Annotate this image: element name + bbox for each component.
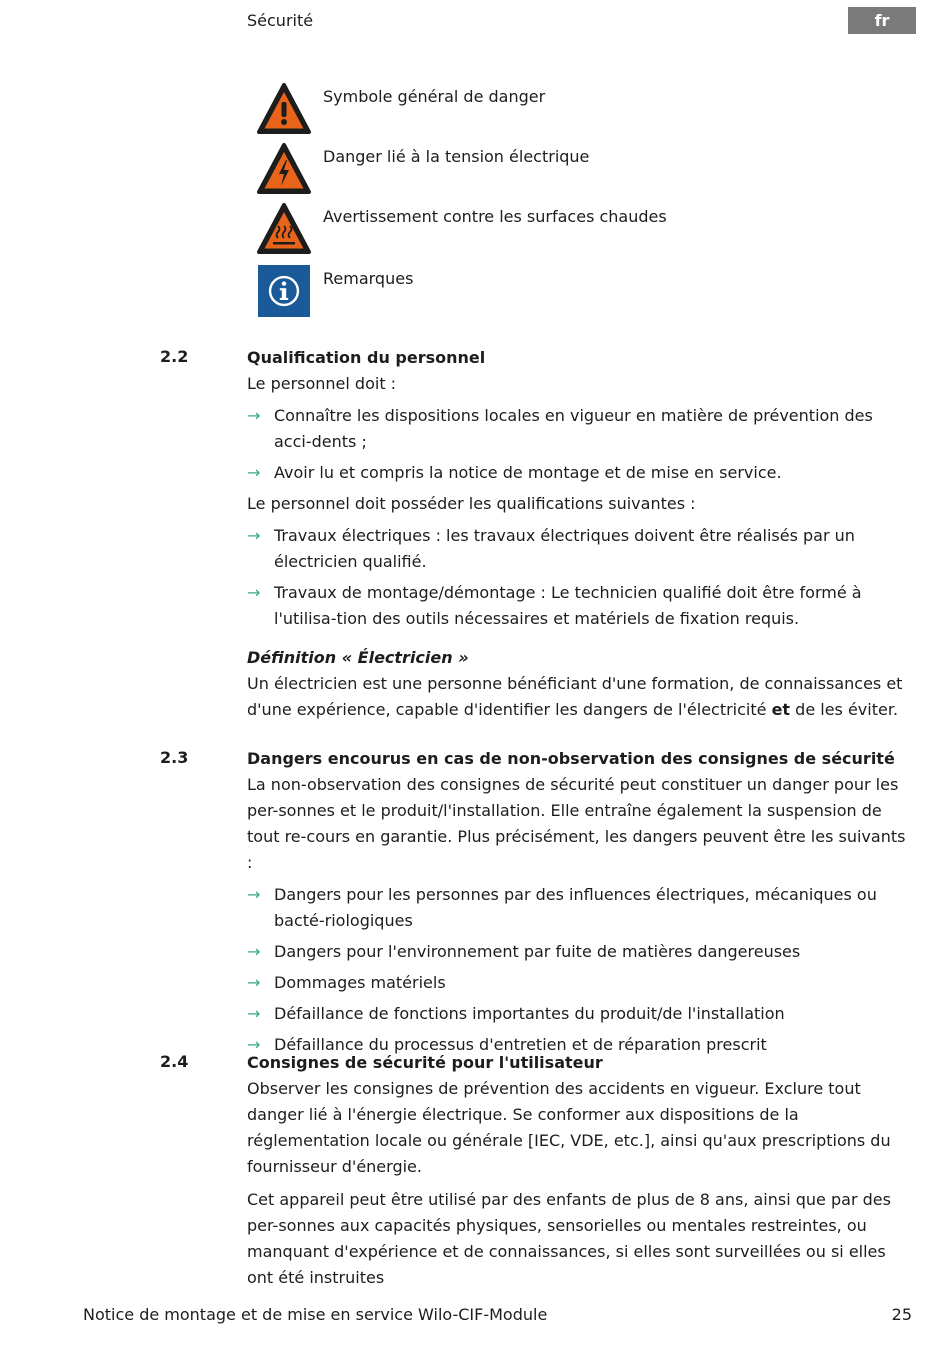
- hot-surface-icon: [256, 202, 312, 258]
- section-heading: Consignes de sécurité pour l'utilisateur: [247, 1053, 603, 1072]
- symbol-row-remarks: [256, 264, 916, 320]
- symbol-label: Remarques: [323, 269, 414, 288]
- section-dangers: [247, 746, 915, 1063]
- page-number: 25: [891, 1305, 912, 1324]
- symbol-row-general-danger: [256, 82, 916, 138]
- arrow-right-icon: →: [247, 406, 261, 425]
- arrow-right-icon: →: [247, 526, 261, 545]
- info-icon: [258, 264, 310, 318]
- warning-general-icon: [256, 82, 312, 138]
- paragraph: Observer les consignes de prévention des accidents en vigueur. Exclure tout danger lié à l'énergie électrique. Se conformer aux dispositions de la réglementation locale ou générale [IEC, VDE, etc.], ainsi qu'aux prescriptions du fournisseur d'énergie.: [247, 1079, 891, 1176]
- section-number: 2.2: [160, 347, 189, 366]
- language-badge: fr: [848, 7, 916, 34]
- arrow-right-icon: →: [247, 942, 261, 961]
- list-item: → Dangers pour l'environnement par fuite de matières dangereuses: [247, 939, 915, 965]
- arrow-right-icon: →: [247, 463, 261, 482]
- list-item: → Travaux électriques : les travaux électriques doivent être réalisés par un électricien qualifié.: [247, 523, 915, 575]
- list-item: → Défaillance de fonctions importantes du produit/de l'installation: [247, 1001, 915, 1027]
- list-item: → Travaux de montage/démontage : Le technicien qualifié doit être formé à l'utilisa-tion des outils nécessaires et matériels de fixation requis.: [247, 580, 915, 632]
- definition-text: Un électricien est une personne bénéficiant d'une formation, de connaissances et d'une expérience, capable d'identifier les dangers de l'électricité et de les éviter.: [247, 674, 903, 719]
- list-item: → Dommages matériels: [247, 970, 915, 996]
- symbol-label: Avertissement contre les surfaces chaudes: [323, 207, 667, 226]
- list-item: → Avoir lu et compris la notice de montage et de mise en service.: [247, 460, 915, 486]
- arrow-right-icon: →: [247, 1035, 261, 1054]
- symbol-row-electric-danger: [256, 142, 916, 198]
- list-item: → Défaillance du processus d'entretien et de réparation prescrit: [247, 1032, 915, 1058]
- symbol-label: Symbole général de danger: [323, 87, 546, 106]
- symbol-label: Danger lié à la tension électrique: [323, 147, 590, 166]
- paragraph: La non-observation des consignes de sécurité peut constituer un danger pour les per-sonnes et le produit/l'installation. Elle entraîne également la suspension de tout re-cours en garantie. Plus précisément, les dangers peuvent être les suivants :: [247, 775, 906, 872]
- bullet-list: [247, 403, 915, 486]
- arrow-right-icon: →: [247, 1004, 261, 1023]
- electric-hazard-icon: [256, 142, 312, 198]
- section-number: 2.3: [160, 748, 189, 767]
- paragraph: Cet appareil peut être utilisé par des enfants de plus de 8 ans, ainsi que par des per-sonnes aux capacités physiques, sensorielles ou mentales restreintes, ou manquant d'expérience et de connaissances, si elles sont surveillées ou si elles ont été instruites: [247, 1190, 891, 1287]
- arrow-right-icon: →: [247, 885, 261, 904]
- section-heading: Qualification du personnel: [247, 348, 486, 367]
- definition-title: Définition « Électricien »: [247, 648, 469, 667]
- symbol-row-hot-surface: [256, 202, 916, 258]
- arrow-right-icon: →: [247, 583, 261, 602]
- section-number: 2.4: [160, 1052, 189, 1071]
- section-qualification: [247, 345, 915, 723]
- list-item: → Connaître les dispositions locales en vigueur en matière de prévention des acci-dents ;: [247, 403, 915, 455]
- section-user-safety: [247, 1050, 915, 1291]
- bullet-list: [247, 882, 915, 1058]
- bullet-list: [247, 523, 915, 632]
- page-header-title: Sécurité: [247, 11, 314, 30]
- arrow-right-icon: →: [247, 973, 261, 992]
- paragraph: Le personnel doit posséder les qualifications suivantes :: [247, 494, 696, 513]
- footer-document-title: Notice de montage et de mise en service Wilo-CIF-Module: [83, 1305, 548, 1324]
- section-heading: Dangers encourus en cas de non-observation des consignes de sécurité: [247, 749, 895, 768]
- paragraph: Le personnel doit :: [247, 374, 397, 393]
- list-item: → Dangers pour les personnes par des influences électriques, mécaniques ou bacté-riologiques: [247, 882, 915, 934]
